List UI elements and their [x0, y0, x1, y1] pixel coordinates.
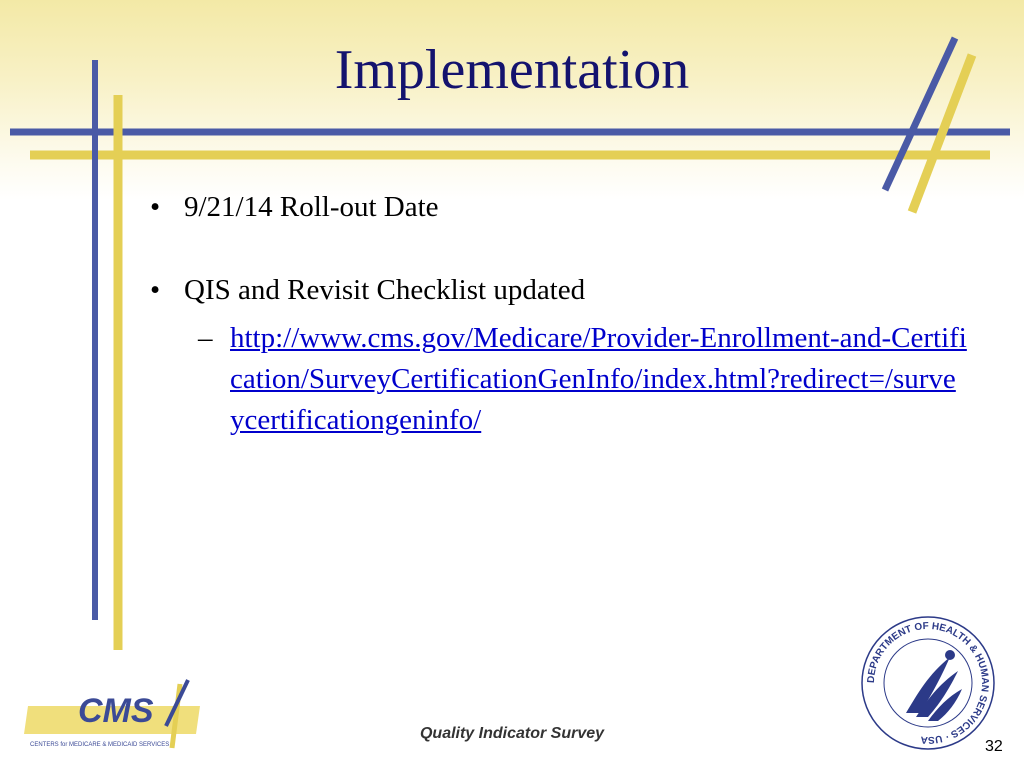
bullet-mark: •: [150, 274, 161, 306]
page-number: 32: [985, 738, 1003, 755]
seal-text: DEPARTMENT OF HEALTH & HUMAN SERVICES · USA: [865, 620, 991, 746]
bullet-list: [150, 190, 970, 441]
eagle-icon: [906, 650, 962, 721]
bullet-item: [150, 190, 970, 225]
bullet-mark: •: [150, 191, 161, 223]
cms-survey-link[interactable]: http://www.cms.gov/Medicare/Provider-Enrollment-and-Certification/SurveyCertificationGenInfo/index.html?redirect=/surveycertificationgeninfo/: [230, 322, 967, 436]
footer-text: Quality Indicator Survey: [419, 725, 605, 742]
cms-logo-text: CMS: [78, 692, 154, 730]
bullet-text: 9/21/14 Roll-out Date: [184, 191, 439, 223]
bullet-text: QIS and Revisit Checklist updated: [184, 274, 586, 306]
dash-mark: –: [198, 322, 213, 354]
cms-logo-subtext: CENTERS for MEDICARE & MEDICAID SERVICES: [30, 742, 170, 748]
sub-bullet-item: [150, 318, 970, 441]
hhs-seal: [858, 613, 998, 753]
slide-title: Implementation: [334, 39, 690, 101]
bullet-item: [150, 273, 970, 308]
